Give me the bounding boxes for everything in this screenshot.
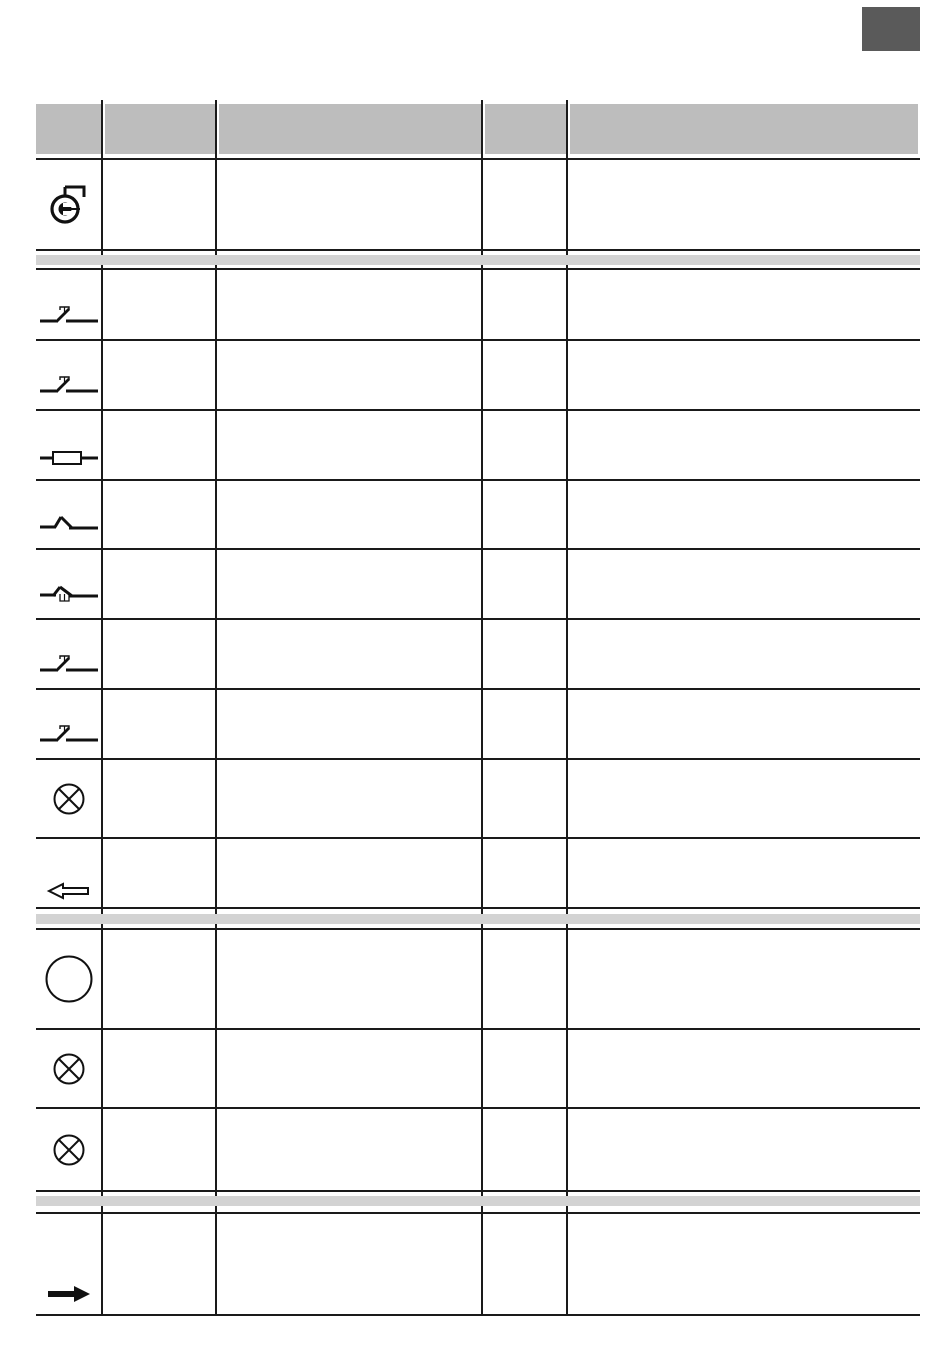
- input-arrow-icon: [46, 881, 92, 901]
- table-row-symbol: [36, 1030, 102, 1107]
- row-rule: [36, 837, 920, 839]
- row-rule: [36, 548, 920, 550]
- pushbutton-contact-icon: [39, 374, 99, 396]
- switch-contact-icon: [39, 514, 99, 536]
- row-rule: [36, 479, 920, 481]
- header-cell-col3: [219, 104, 481, 154]
- header-cell-col4: [485, 104, 566, 154]
- chapter-tab-marker: [862, 7, 920, 51]
- header-cell-col2: [105, 104, 215, 154]
- column-divider: [566, 100, 568, 1316]
- row-rule: [36, 1212, 920, 1214]
- lamp-icon: [52, 782, 86, 816]
- row-rule: [36, 409, 920, 411]
- row-rule: [36, 339, 920, 341]
- row-rule: [36, 1107, 920, 1109]
- resistor-icon: [39, 448, 99, 468]
- section-separator: [36, 914, 920, 924]
- row-rule: [36, 1314, 920, 1316]
- pressure-switch-icon: [49, 182, 89, 228]
- table-row-symbol: [36, 411, 102, 479]
- lamp-icon: [52, 1052, 86, 1086]
- row-rule: [36, 249, 920, 251]
- row-rule: [36, 268, 920, 270]
- row-rule: [36, 758, 920, 760]
- header-cell-col1: [36, 104, 101, 154]
- table-row-symbol: [36, 270, 102, 339]
- section-separator: [36, 1196, 920, 1206]
- row-rule: [36, 907, 920, 909]
- table-row-symbol: [36, 160, 102, 249]
- pushbutton-contact-icon: [39, 723, 99, 745]
- header-cell-col5: [570, 104, 918, 154]
- column-divider: [481, 100, 483, 1316]
- table-row-symbol: [36, 839, 102, 907]
- table-row-symbol: [36, 481, 102, 548]
- table-row-symbol: [36, 620, 102, 688]
- row-rule: [36, 618, 920, 620]
- row-rule: [36, 1190, 920, 1192]
- table-row-symbol: [36, 690, 102, 758]
- output-arrow-icon: [46, 1284, 92, 1304]
- row-rule: [36, 928, 920, 930]
- pushbutton-contact-icon: [39, 653, 99, 675]
- table-row-symbol: [36, 760, 102, 837]
- pushbutton-contact-icon: [39, 304, 99, 326]
- lamp-icon: [52, 1133, 86, 1167]
- table-row-symbol: [36, 1109, 102, 1190]
- row-rule: [36, 688, 920, 690]
- column-divider: [215, 100, 217, 1316]
- table-row-symbol: [36, 930, 102, 1028]
- thermal-contact-icon: [39, 583, 99, 605]
- table-row-symbol: [36, 341, 102, 409]
- table-row-symbol: [36, 1214, 102, 1314]
- row-rule: [36, 158, 920, 160]
- section-separator: [36, 255, 920, 265]
- motor-circle-icon: [44, 954, 94, 1004]
- row-rule: [36, 1028, 920, 1030]
- table-row-symbol: [36, 550, 102, 618]
